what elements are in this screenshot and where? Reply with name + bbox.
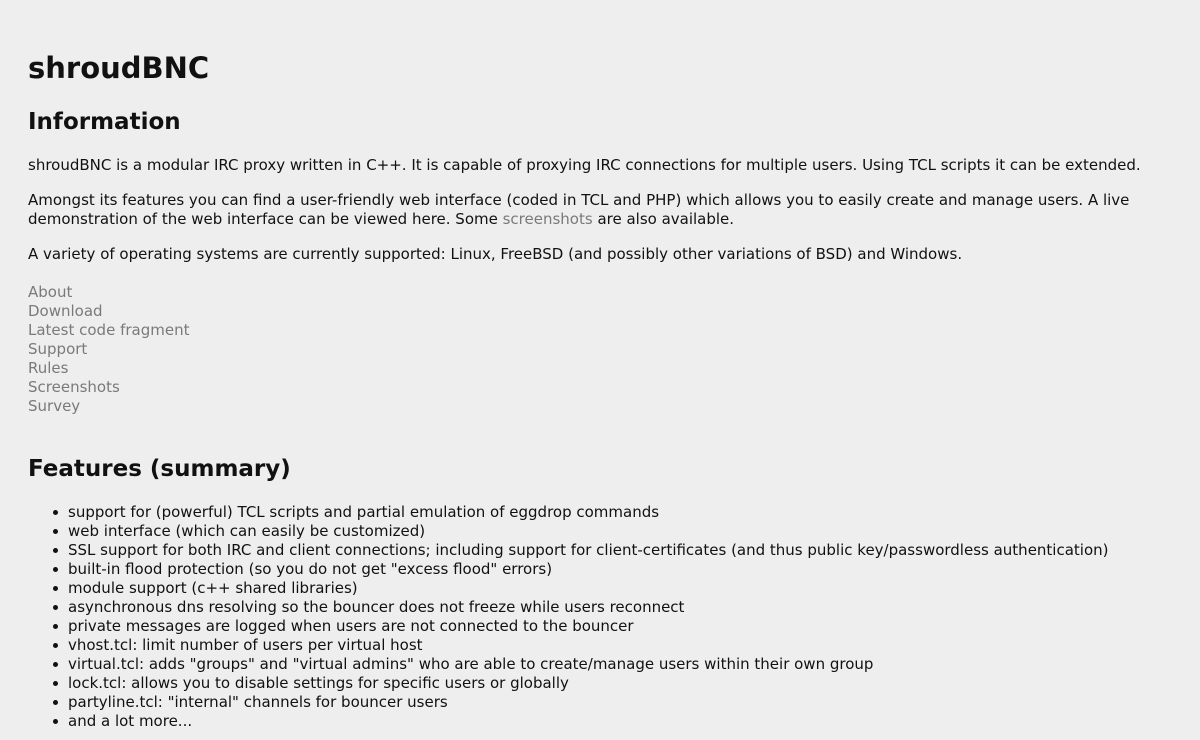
feature-item: private messages are logged when users are not connected to the bouncer bbox=[68, 617, 1109, 636]
nav-item-screenshots bbox=[28, 378, 189, 397]
nav-link-screenshots[interactable]: Screenshots bbox=[28, 378, 120, 396]
nav-item-latest-code-fragment bbox=[28, 321, 189, 340]
nav-item-survey bbox=[28, 397, 189, 416]
feature-item: SSL support for both IRC and client connections; including support for client-certificates (and thus public key/passwordless authentication) bbox=[68, 541, 1109, 559]
nav-link-support[interactable]: Support bbox=[28, 340, 88, 358]
feature-item: support for (powerful) TCL scripts and partial emulation of eggdrop commands bbox=[68, 503, 1109, 522]
nav-link-download[interactable]: Download bbox=[28, 302, 103, 320]
nav-link-survey[interactable]: Survey bbox=[28, 397, 81, 415]
feature-item: virtual.tcl: adds "groups" and "virtual admins" who are able to create/manage users within their own group bbox=[68, 655, 1109, 674]
intro-paragraph: shroudBNC is a modular IRC proxy written in C++. It is capable of proxying IRC connections for multiple users. Using TCL scripts it can be extended. bbox=[28, 156, 1141, 174]
nav-link-about[interactable]: About bbox=[28, 283, 73, 301]
os-support-paragraph: A variety of operating systems are currently supported: Linux, FreeBSD (and possibly other variations of BSD) and Windows. bbox=[28, 245, 963, 263]
nav-item-rules bbox=[28, 359, 189, 378]
nav-item-download bbox=[28, 302, 189, 321]
features-list bbox=[28, 503, 1109, 731]
feature-item: vhost.tcl: limit number of users per virtual host bbox=[68, 636, 1109, 655]
feature-item: lock.tcl: allows you to disable settings for specific users or globally bbox=[68, 674, 1109, 693]
screenshots-link[interactable]: screenshots bbox=[502, 210, 593, 228]
nav-links bbox=[28, 283, 189, 416]
feature-item: and a lot more... bbox=[68, 712, 1109, 731]
feature-item: built-in flood protection (so you do not get "excess flood" errors) bbox=[68, 560, 1109, 579]
information-heading: Information bbox=[28, 109, 181, 135]
feature-item: web interface (which can easily be customized) bbox=[68, 522, 1109, 541]
page-title: shroudBNC bbox=[28, 51, 210, 85]
nav-link-rules[interactable]: Rules bbox=[28, 359, 69, 377]
features-heading: Features (summary) bbox=[28, 456, 291, 482]
features-paragraph-text-before: Amongst its features you can find a user-friendly web interface (coded in TCL and PHP) which allows you to easily create and manage users. A live demonstration of the web interface can be viewed here. Some bbox=[28, 191, 1130, 228]
feature-item: module support (c++ shared libraries) bbox=[68, 579, 1109, 598]
nav-link-latest-code-fragment[interactable]: Latest code fragment bbox=[28, 321, 190, 339]
nav-item-support bbox=[28, 340, 189, 359]
features-paragraph bbox=[28, 191, 1138, 229]
features-paragraph-text-after: are also available. bbox=[592, 210, 735, 228]
feature-item: partyline.tcl: "internal" channels for bouncer users bbox=[68, 693, 1109, 712]
feature-item: asynchronous dns resolving so the bouncer does not freeze while users reconnect bbox=[68, 598, 1109, 617]
nav-item-about bbox=[28, 283, 189, 302]
